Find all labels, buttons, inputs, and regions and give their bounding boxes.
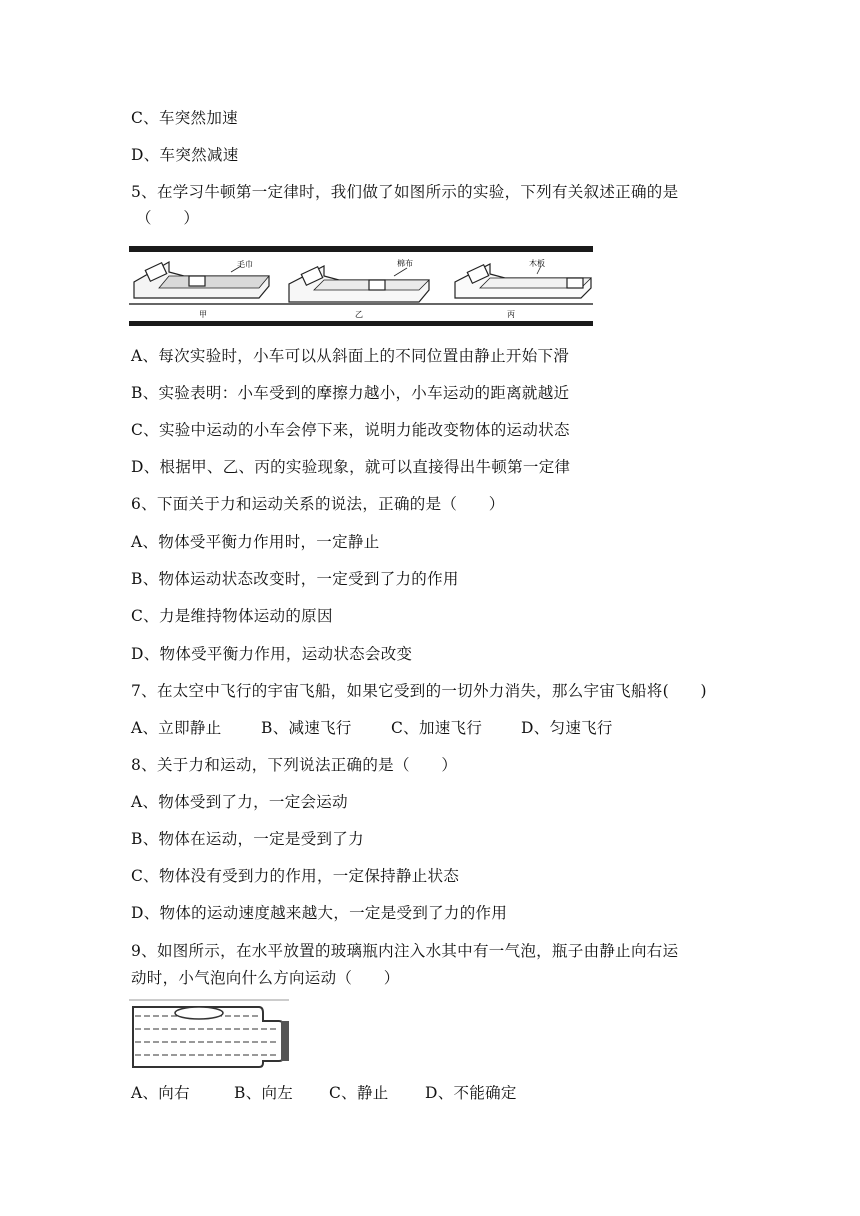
q9-stem: 9、如图所示，在水平放置的玻璃瓶内注入水其中有一气泡，瓶子由静止向右运 xyxy=(131,942,679,960)
q8-option-c: C、物体没有受到力的作用，一定保持静止状态 xyxy=(131,867,460,885)
q8-option-b: B、物体在运动，一定是受到了力 xyxy=(131,830,364,848)
air-bubble xyxy=(175,1007,223,1019)
q6-stem: 6、下面关于力和运动关系的说法，正确的是（ ） xyxy=(131,495,505,513)
q5-option-d: D、根据甲、乙、丙的实验现象，就可以直接得出牛顿第一定律 xyxy=(131,458,571,476)
panel-label-bing: 丙 xyxy=(507,310,515,319)
q7-options xyxy=(131,718,613,738)
q4-option-c: C、车突然加速 xyxy=(131,109,238,127)
q9-bottle-figure xyxy=(129,999,291,1071)
surface-label-cotton: 棉布 xyxy=(397,259,413,268)
q6-option-d: D、物体受平衡力作用，运动状态会改变 xyxy=(131,645,413,663)
surface-label-wood: 木板 xyxy=(529,259,545,268)
q7-option-c: C、加速飞行 xyxy=(391,719,483,737)
q9-option-b: B、向左 xyxy=(234,1084,294,1102)
q7-option-d: D、匀速飞行 xyxy=(521,719,613,737)
q9-stem-continued: 动时，小气泡向什么方向运动（ ） xyxy=(131,969,400,987)
q6-option-c: C、力是维持物体运动的原因 xyxy=(131,607,333,625)
q5-option-c: C、实验中运动的小车会停下来，说明力能改变物体的运动状态 xyxy=(131,421,570,439)
q8-option-a: A、物体受到了力，一定会运动 xyxy=(131,793,348,811)
q5-option-a: A、每次实验时，小车可以从斜面上的不同位置由静止开始下滑 xyxy=(131,347,570,365)
q9-option-c: C、静止 xyxy=(329,1084,389,1102)
q5-stem-bracket: （ ） xyxy=(136,209,200,227)
q7-option-a: A、立即静止 xyxy=(131,719,222,737)
q5-experiment-figure xyxy=(129,246,593,326)
q4-option-d: D、车突然减速 xyxy=(131,146,239,164)
q8-option-d: D、物体的运动速度越来越大，一定是受到了力的作用 xyxy=(131,904,508,922)
q8-stem: 8、关于力和运动，下列说法正确的是（ ） xyxy=(131,756,458,774)
q9-option-a: A、向右 xyxy=(131,1084,190,1102)
q6-option-b: B、物体运动状态改变时，一定受到了力的作用 xyxy=(131,570,459,588)
q5-option-b: B、实验表明：小车受到的摩擦力越小，小车运动的距离就越近 xyxy=(131,384,570,402)
bottle-cap xyxy=(281,1021,289,1061)
surface-label-towel: 毛巾 xyxy=(237,260,253,269)
q5-stem: 5、在学习牛顿第一定律时，我们做了如图所示的实验，下列有关叙述正确的是 xyxy=(131,183,679,201)
q9-options xyxy=(131,1083,517,1103)
q7-stem: 7、在太空中飞行的宇宙飞船，如果它受到的一切外力消失，那么宇宙飞船将( ) xyxy=(131,682,707,700)
q9-option-d: D、不能确定 xyxy=(425,1084,517,1102)
q6-option-a: A、物体受平衡力作用时，一定静止 xyxy=(131,533,380,551)
panel-label-jia: 甲 xyxy=(199,310,207,319)
q7-option-b: B、减速飞行 xyxy=(261,719,352,737)
panel-label-yi: 乙 xyxy=(355,310,363,319)
